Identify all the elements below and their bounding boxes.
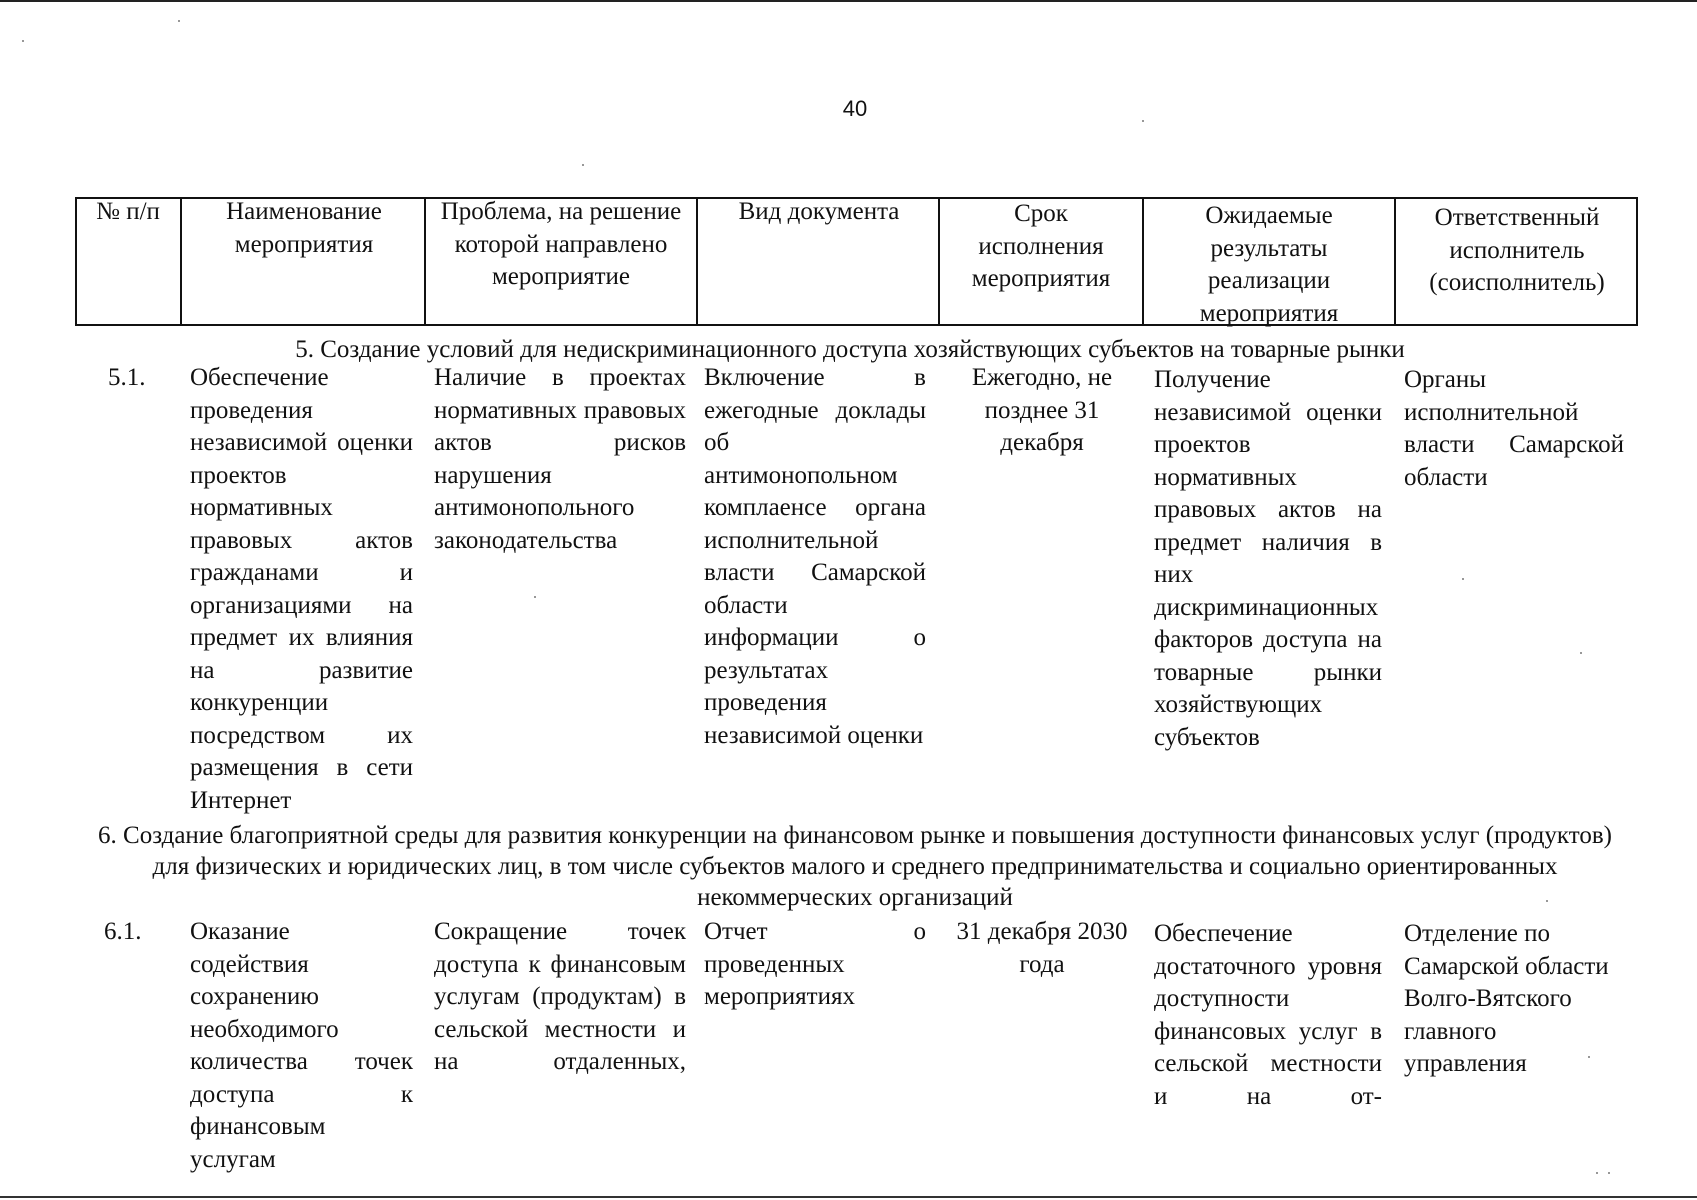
document-type: Отчет о проведенных мероприятиях: [704, 918, 926, 1010]
header-col-border: [1636, 197, 1638, 326]
header-deadline: Срок исполнения мероприятия: [971, 200, 1111, 292]
header-num: № п/п: [96, 198, 160, 225]
header-col-border: [75, 197, 77, 326]
page-number: 40: [842, 96, 868, 121]
deadline: Ежегодно, не позднее 31 декабря: [971, 364, 1113, 456]
problem: Наличие в проектах нормативных правовых актов рисков нарушения антимонопольного законодательства: [434, 364, 686, 554]
scan-speck: [1588, 1056, 1590, 1058]
header-col-border: [424, 197, 426, 326]
scan-bottom-edge: [0, 1196, 1697, 1198]
header-col-border: [938, 197, 940, 326]
problem: Сокращение точек доступа к финансовым услугам (продуктам) в сельской местности и на отдаленных,: [434, 918, 686, 1075]
scan-speck: [178, 20, 180, 22]
document-type: Включение в ежегодные доклады об антимонопольном комплаенсе органа исполнительной власти Самарской области информации о результатах проведения независимой оценки: [704, 364, 926, 749]
header-col-border: [696, 197, 698, 326]
expected-results: Обеспечение достаточного уровня доступности финансовых услуг в сельской местности и на от-: [1154, 920, 1382, 1110]
header-responsible: Ответственный исполнитель (соисполнитель): [1429, 204, 1605, 296]
responsible-executor: Отделение по Самарской области Волго-Вятского главного управления: [1404, 920, 1609, 1077]
header-col-border: [1142, 197, 1144, 326]
scan-speck: [1580, 652, 1582, 654]
scan-speck: [1596, 1172, 1598, 1174]
scan-speck: [582, 164, 584, 166]
header-name: Наименование мероприятия: [226, 198, 382, 258]
section-5-title: 5. Создание условий для недискриминационного доступа хозяйствующих субъектов на товарные рынки: [295, 336, 1405, 363]
scan-top-edge: [0, 0, 1697, 2]
scan-speck: [1608, 1172, 1610, 1174]
event-name: Обеспечение проведения независимой оценки проектов нормативных правовых актов гражданами и организациями на предмет их влияния на развитие конкуренции посредством их размещения в сети Интернет: [190, 364, 413, 814]
scan-speck: [22, 40, 24, 42]
expected-results: Получение независимой оценки проектов нормативных правовых актов на предмет наличия в них дискриминационных факторов доступа на товарные рынки хозяйствующих субъектов: [1154, 366, 1382, 751]
scan-speck: [1546, 900, 1548, 902]
responsible-executor: Органы исполнительной власти Самарской области: [1404, 366, 1624, 491]
header-results: Ожидаемые результаты реализации мероприятия: [1199, 202, 1339, 327]
header-problem: Проблема, на решение которой направлено мероприятие: [440, 198, 682, 290]
scan-speck: [1462, 578, 1464, 580]
deadline: 31 декабря 2030 года: [956, 918, 1128, 978]
header-doc-type: Вид документа: [738, 198, 900, 225]
scan-speck: [1142, 120, 1144, 122]
header-bottom-border: [75, 324, 1638, 326]
row-number: 5.1.: [108, 364, 146, 391]
section-6-title: 6. Создание благоприятной среды для развития конкуренции на финансовом рынке и повышения доступности финансовых услуг (продуктов) для физических и юридических лиц, в том числе субъектов малого и среднего предпринимательства и социально ориентированных некоммерческих организаций: [98, 822, 1612, 911]
header-col-border: [1394, 197, 1396, 326]
scan-speck: [534, 596, 536, 598]
row-number: 6.1.: [104, 918, 142, 945]
header-col-border: [180, 197, 182, 326]
event-name: Оказание содействия сохранению необходимого количества точек доступа к финансовым услугам: [190, 918, 413, 1173]
